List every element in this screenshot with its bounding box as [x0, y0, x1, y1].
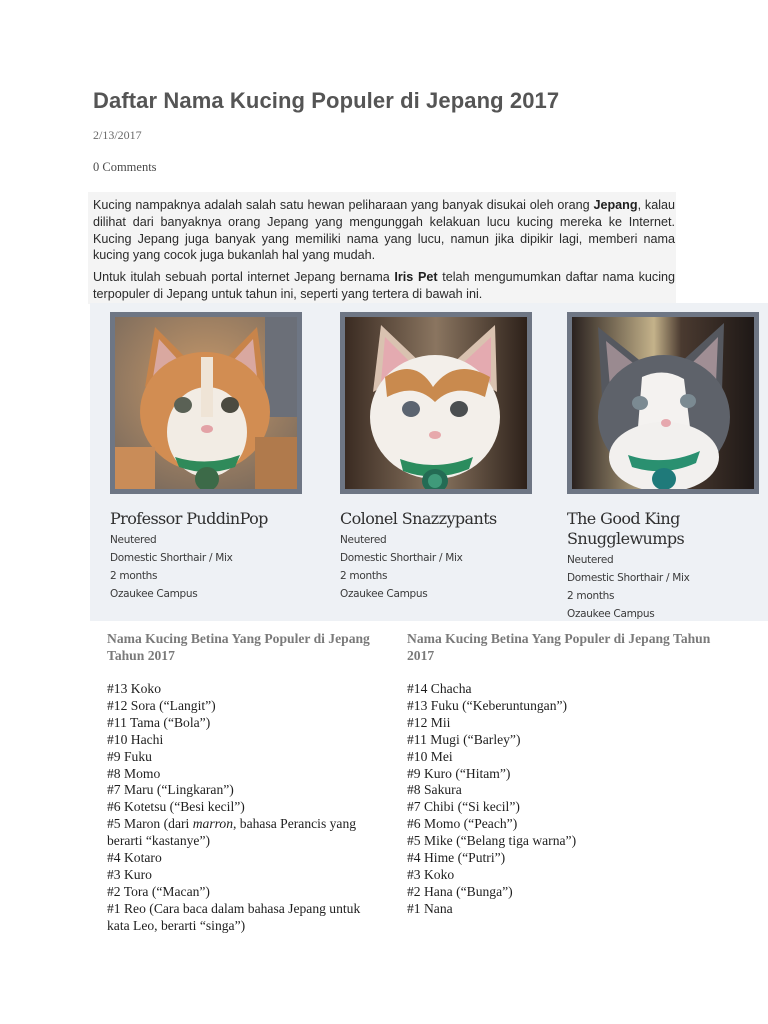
- list-item: #12 Sora (“Langit”): [107, 697, 216, 713]
- list-heading: Nama Kucing Betina Yang Populer di Jepang Tahun 2017: [407, 631, 711, 663]
- list-item: #11 Mugi (“Barley”): [407, 731, 521, 747]
- kitten-photo-frame: [110, 312, 302, 494]
- list-item: #2 Hana (“Bunga”): [407, 883, 513, 899]
- list-item: #5 Mike (“Belang tiga warna”): [407, 833, 577, 849]
- kitten-breed: Domestic Shorthair / Mix: [110, 552, 233, 564]
- list-item: #8 Sakura: [407, 782, 462, 798]
- kitten-breed: Domestic Shorthair / Mix: [340, 552, 463, 564]
- post-date: 2/13/2017: [93, 128, 142, 142]
- intro-text: Untuk itulah sebuah portal internet Jepang bernama: [93, 270, 395, 284]
- female-names-list-left: [107, 630, 377, 935]
- list-item: #13 Fuku (“Keberuntungan”): [407, 697, 568, 713]
- kitten-age: 2 months: [567, 590, 615, 602]
- list-item-italic: marron: [192, 816, 233, 832]
- intro-text: Kucing nampaknya adalah salah satu hewan peliharaan yang banyak disukai oleh orang: [93, 198, 594, 212]
- kitten-age: 2 months: [110, 570, 158, 582]
- list-heading: Nama Kucing Betina Yang Populer di Jepang Tahun 2017: [107, 631, 370, 663]
- kitten-location: Ozaukee Campus: [567, 608, 655, 620]
- list-item: #3 Koko: [407, 866, 455, 882]
- list-item-text: #5 Maron (dari: [107, 816, 193, 832]
- intro-text: , kalau dilihat dari banyaknya orang Jepang yang mengunggah kelakuan lucu kucing mereka ke Internet. Kucing Jepang juga banyak yang memiliki nama yang lucu, namun jika dipikir lagi, memberi nama kucing yang cocok juga bukanlah hal yang mudah.: [93, 198, 676, 263]
- kitten-status: Neutered: [110, 534, 157, 546]
- kitten-cards-image: [90, 303, 768, 621]
- list-item: #4 Kotaro: [107, 850, 162, 866]
- kitten-name: Colonel Snazzypants: [340, 509, 497, 528]
- kitten-photo: [345, 317, 527, 489]
- list-item: #1 Reo (Cara baca dalam bahasa Jepang untuk kata Leo, berarti “singa”): [107, 900, 361, 933]
- list-item-text: , bahasa Perancis yang berarti “kastanye”): [107, 816, 357, 849]
- article-title: Daftar Nama Kucing Populer di Jepang 2017: [93, 88, 560, 113]
- list-item: #14 Chacha: [407, 681, 472, 696]
- list-item: #7 Maru (“Lingkaran”): [107, 782, 234, 798]
- list-item: #2 Tora (“Macan”): [107, 883, 210, 899]
- list-item: #10 Hachi: [107, 731, 164, 747]
- kitten-name: The Good King Snugglewumps: [567, 509, 685, 548]
- kitten-name: Professor PuddinPop: [110, 509, 268, 528]
- kitten-status: Neutered: [567, 554, 614, 566]
- kitten-photo-frame: [340, 312, 532, 494]
- name-list: [107, 681, 377, 935]
- comments-link[interactable]: 0 Comments: [93, 160, 157, 174]
- kitten-age: 2 months: [340, 570, 388, 582]
- intro-paragraph-1: [93, 197, 675, 264]
- kitten-photo: [572, 317, 754, 489]
- kitten-breed: Domestic Shorthair / Mix: [567, 572, 690, 584]
- list-item: #9 Fuku: [107, 748, 152, 764]
- list-item: #8 Momo: [107, 765, 161, 781]
- kitten-photo-frame: [567, 312, 759, 494]
- list-item: #6 Kotetsu (“Besi kecil”): [107, 799, 245, 815]
- list-item: #6 Momo (“Peach”): [407, 816, 518, 832]
- kitten-location: Ozaukee Campus: [340, 588, 428, 600]
- list-item: #4 Hime (“Putri”): [407, 850, 506, 866]
- list-item: #9 Kuro (“Hitam”): [407, 765, 511, 781]
- list-item: #11 Tama (“Bola”): [107, 714, 211, 730]
- intro-paragraph-2: [93, 269, 675, 303]
- intro-text: telah mengumumkan daftar nama kucing terpopuler di Jepang untuk tahun ini, seperti yang tertera di bawah ini.: [93, 270, 675, 301]
- list-item: #10 Mei: [407, 748, 453, 764]
- list-item: [107, 816, 377, 850]
- list-item: #12 Mii: [407, 714, 451, 730]
- list-item: #1 Nana: [407, 900, 453, 916]
- kitten-location: Ozaukee Campus: [110, 588, 198, 600]
- kitten-photo: [115, 317, 297, 489]
- kitten-status: Neutered: [340, 534, 387, 546]
- list-item: #3 Kuro: [107, 866, 152, 882]
- female-names-list-right: [407, 630, 727, 918]
- intro-bold-jepang: Jepang: [593, 198, 638, 212]
- list-item: #13 Koko: [107, 681, 161, 696]
- list-item: #7 Chibi (“Si kecil”): [407, 799, 520, 815]
- intro-bold-iris-pet: Iris Pet: [394, 270, 438, 284]
- name-list: [407, 681, 727, 918]
